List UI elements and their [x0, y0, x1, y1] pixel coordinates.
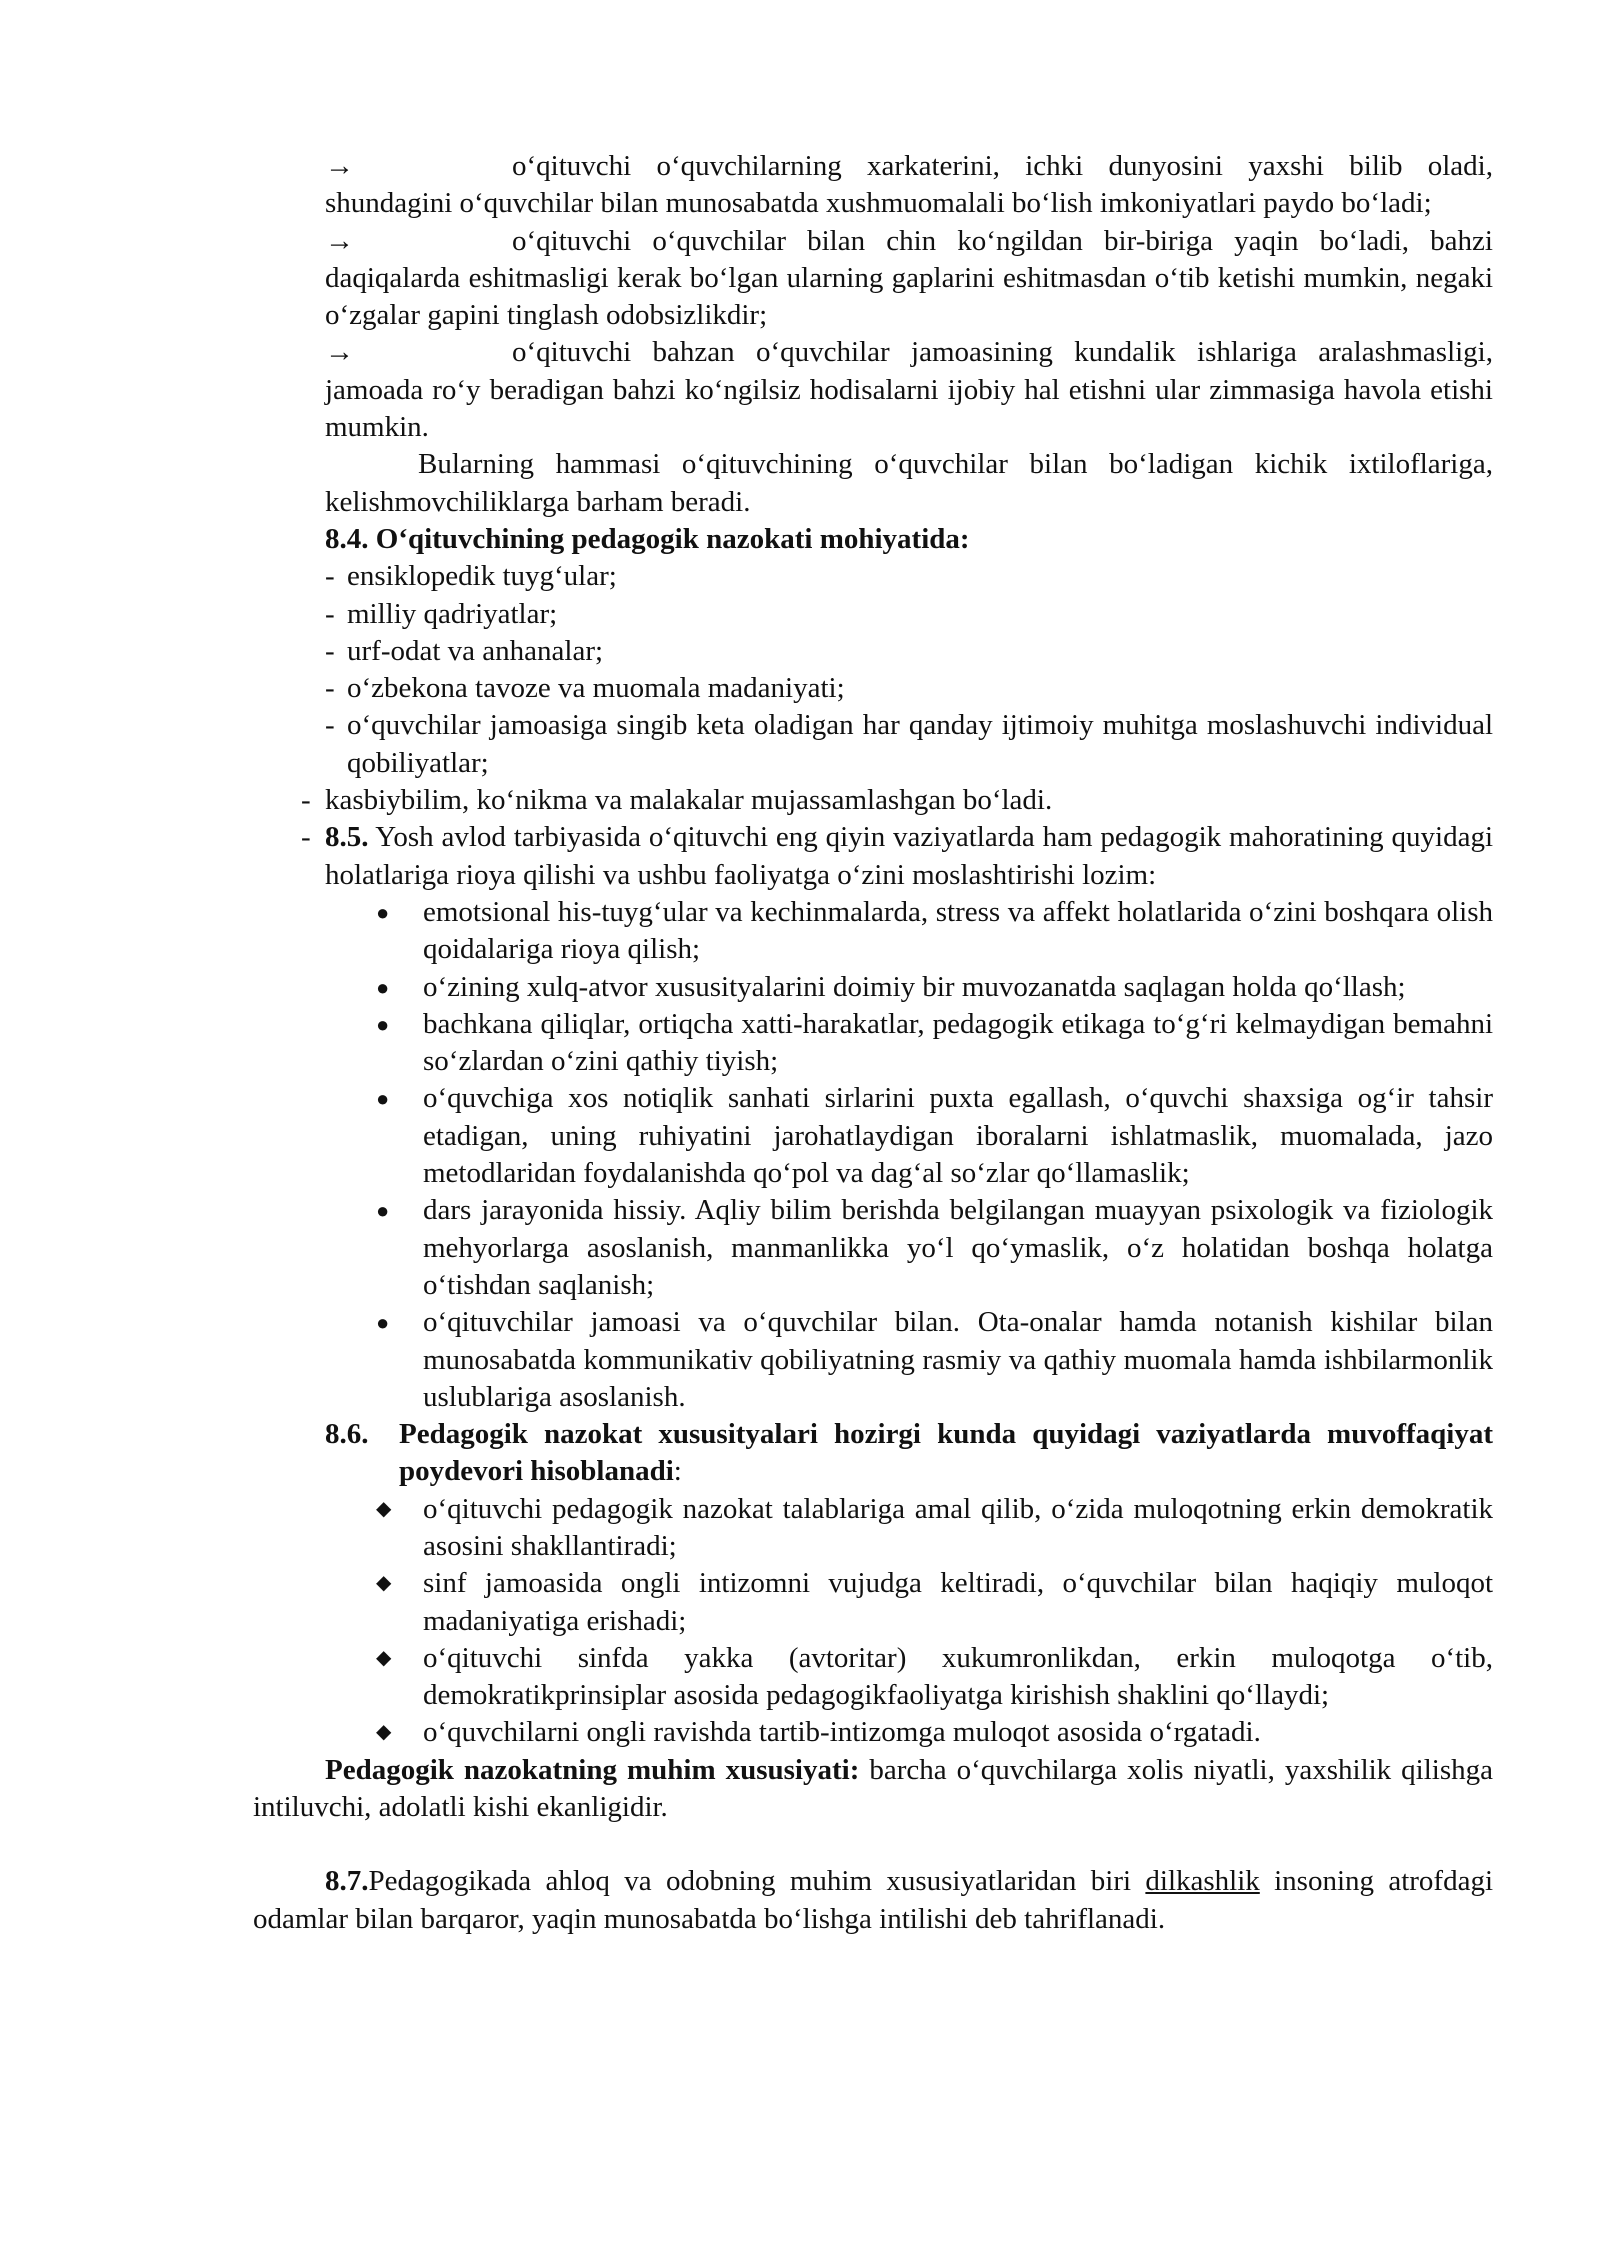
- bullet-dot-icon: ●: [376, 1198, 390, 1224]
- right-arrow-icon: →: [325, 224, 354, 257]
- section-8-6-list: [253, 1491, 1493, 1752]
- diamond-bullet-icon: ◆: [376, 1497, 392, 1520]
- section-8-4-heading: 8.4. O‘qituvchining pedagogik nazokati mohiyatida:: [325, 522, 970, 555]
- list-item: ● dars jarayonida hissiy. Aqliy bilim berishda belgilangan muayyan psixologik va fiziologik mehyorlarga asoslanish, manmanlikka yo‘l qo‘ymaslik, o‘z holatidan boshqa holatga o‘tishdan saqlanish;: [376, 1194, 1493, 1301]
- important-paragraph: Pedagogik nazokatning muhim xususiyati: barcha o‘quvchilarga xolis niyatli, yaxshilik qilishga intiluvchi, adolatli kishi ekanligidir.: [253, 1753, 1493, 1824]
- list-item: ◆ sinf jamoasida ongli intizomni vujudga keltiradi, o‘quvchilar bilan haqiqiy muloqot madaniyatiga erishadi;: [376, 1567, 1493, 1637]
- dash-icon: -: [301, 821, 311, 854]
- list-item: ● o‘qituvchilar jamoasi va o‘quvchilar bilan. Ota-onalar hamda notanish kishilar bilan munosabatda kommunikativ qobiliyatning rasmiy va qathiy muomala hamda ishbilarmonlik uslublariga asoslanish.: [376, 1306, 1493, 1413]
- list-item: - urf-odat va anhanalar;: [325, 633, 1493, 670]
- section-8-6-heading: 8.6. Pedagogik nazokat xususityalari hozirgi kunda quyidagi vaziyatlarda muvoffaqiyat poydevori hisoblanadi:: [325, 1418, 1493, 1488]
- document-page: [253, 148, 1493, 1938]
- dash-icon: -: [325, 634, 335, 667]
- section-8-5-list: [253, 894, 1493, 1416]
- diamond-bullet-icon: ◆: [376, 1721, 392, 1744]
- arrow-item-2: → o‘qituvchi o‘quvchilar bilan chin ko‘ngildan bir-biriga yaqin bo‘ladi, bahzi daqiqalarda eshitmasligi kerak bo‘lgan ularning gaplarini eshitmasdan o‘tib ketishi mumkin, negaki o‘zgalar gapini tinglash odobsizlikdir;: [325, 224, 1493, 332]
- underlined-term: dilkashlik: [1145, 1865, 1260, 1898]
- list-item: - milliy qadriyatlar;: [325, 596, 1493, 633]
- right-arrow-icon: →: [325, 336, 354, 369]
- dash-icon: -: [325, 709, 335, 742]
- list-item: ◆ o‘qituvchi sinfda yakka (avtoritar) xukumronlikdan, erkin muloqotga o‘tib, demokratikprinsiplar asosida pedagogikfaoliyatga kirishish shaklini qo‘llaydi;: [376, 1641, 1493, 1712]
- section-8-7-paragraph: 8.7.Pedagogikada ahloq va odobning muhim xususiyatlaridan biri dilkashlik insoning atrofdagi odamlar bilan barqaror, yaqin munosabatda bo‘lishga intilishi deb tahriflanadi.: [253, 1865, 1494, 1935]
- section-8-5-intro: - 8.5. Yosh avlod tarbiyasida o‘qituvchi eng qiyin vaziyatlarda ham pedagogik mahoratining quyidagi holatlariga rioya qilishi va ushbu faoliyatga o‘zini moslashtirishi lozim:: [301, 821, 1493, 891]
- arrow-item-3: → o‘qituvchi bahzan o‘quvchilar jamoasining kundalik ishlariga aralashmasligi, jamoada ro‘y beradigan bahzi ko‘ngilsiz hodisalarni ijobiy hal etishni ular zimmasiga havola etishi mumkin.: [325, 336, 1493, 444]
- diamond-bullet-icon: ◆: [376, 1646, 392, 1669]
- bullet-dot-icon: ●: [376, 899, 390, 925]
- list-item: - o‘zbekona tavoze va muomala madaniyati;: [325, 670, 1493, 707]
- list-item: ● bachkana qiliqlar, ortiqcha xatti-harakatlar, pedagogik etikaga to‘g‘ri kelmaydigan bemahni so‘zlardan o‘zini qathiy tiyish;: [376, 1007, 1493, 1078]
- list-item: ◆ o‘quvchilarni ongli ravishda tartib-intizomga muloqot asosida o‘rgatadi.: [253, 1714, 1493, 1751]
- list-item: ◆ o‘qituvchi pedagogik nazokat talablariga amal qilib, o‘zida muloqotning erkin demokratik asosini shakllantiradi;: [376, 1492, 1493, 1562]
- dash-icon: -: [325, 672, 335, 705]
- list-item: - o‘quvchilar jamoasiga singib keta oladigan har qanday ijtimoiy muhitga moslashuvchi individual qobiliyatlar;: [325, 709, 1493, 779]
- dash-icon: -: [301, 784, 311, 817]
- diamond-bullet-icon: ◆: [376, 1572, 392, 1595]
- spacer: [253, 1826, 1493, 1863]
- dash-icon: -: [325, 560, 335, 593]
- right-arrow-icon: →: [325, 150, 354, 182]
- section-8-4-list: [325, 558, 1493, 782]
- bullet-dot-icon: ●: [376, 1086, 390, 1112]
- summary-paragraph: Bularning hammasi o‘qituvchining o‘quvchilar bilan bo‘ladigan kichik ixtiloflariga, kelishmovchiliklarga barham beradi.: [325, 448, 1493, 518]
- arrow-item-1: → o‘qituvchi o‘quvchilarning xarkaterini, ichki dunyosini yaxshi bilib oladi, shundagini o‘quvchilar bilan munosabatda xushmuomalali bo‘lish imkoniyatlari paydo bo‘ladi;: [325, 150, 1493, 220]
- bullet-dot-icon: ●: [376, 974, 390, 1000]
- list-item: ● o‘quvchiga xos notiqlik sanhati sirlarini puxta egallash, o‘quvchi shaxsiga og‘ir tahsir etadigan, uning ruhiyatini jarohatlaydigan iboralarni ishlatmaslik, muomalada, jazo metodlaridan foydalanishda qo‘pol va dag‘al so‘zlar qo‘llamaslik;: [376, 1082, 1493, 1190]
- bullet-dot-icon: ●: [376, 1310, 390, 1336]
- list-item: ● o‘zining xulq-atvor xususityalarini doimiy bir muvozanatda saqlagan holda qo‘llash;: [253, 969, 1493, 1006]
- dash-icon: -: [325, 597, 335, 630]
- list-item: - ensiklopedik tuyg‘ular;: [325, 558, 1493, 595]
- list-item: ● emotsional his-tuyg‘ular va kechinmalarda, stress va affekt holatlarida o‘zini boshqara olish qoidalariga rioya qilish;: [376, 895, 1493, 966]
- list-item: - kasbiybilim, ko‘nikma va malakalar mujassamlashgan bo‘ladi.: [301, 782, 1493, 819]
- bullet-dot-icon: ●: [376, 1011, 390, 1037]
